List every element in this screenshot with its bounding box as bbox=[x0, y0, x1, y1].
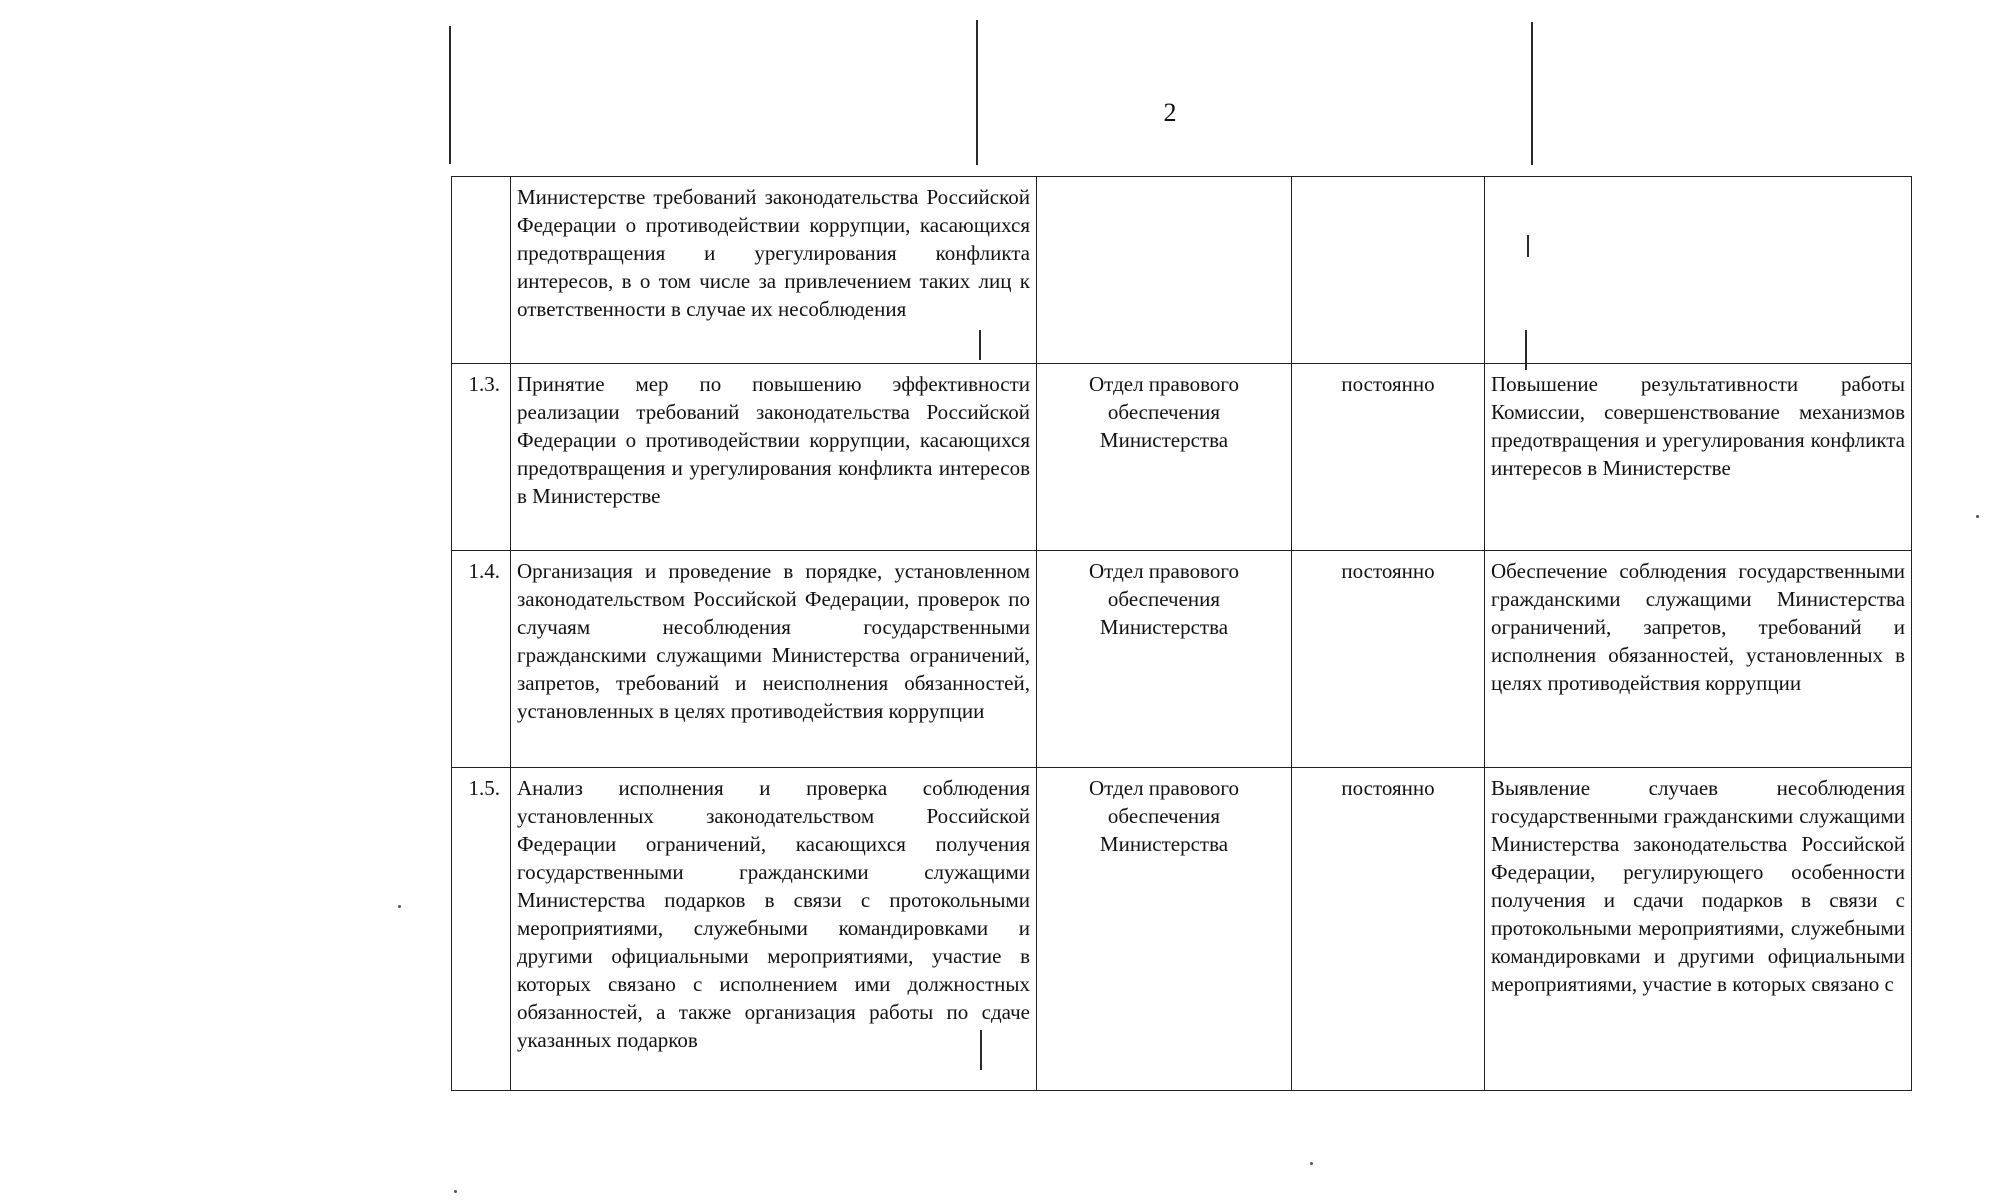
table-row bbox=[452, 364, 1912, 551]
page-number: 2 bbox=[1163, 98, 1177, 127]
scan-artifact-line-right bbox=[1531, 22, 1533, 165]
responsible-cell: Отдел правового обеспечения Министерства bbox=[1037, 364, 1292, 551]
table-row bbox=[452, 177, 1912, 364]
table-row bbox=[452, 551, 1912, 768]
row-number-cell: 1.5. bbox=[452, 768, 511, 1091]
result-cell: Выявление случаев несоблюдения государственными гражданскими служащими Министерства законодательства Российской Федерации, регулирующего особенности получения и сдачи подарков в связи с протокольными мероприятиями, служебными командировками и другими официальными мероприятиями, участие в которых связано с bbox=[1485, 768, 1912, 1091]
row-number-cell bbox=[452, 177, 511, 364]
activity-cell: Министерстве требований законодательства Российской Федерации о противодействии коррупции, касающихся предотвращения и урегулирования конфликта интересов, в о том числе за привлечением таких лиц к ответственности в случае их несоблюдения bbox=[511, 177, 1037, 364]
scan-artifact-line-left bbox=[449, 26, 451, 164]
scan-artifact-dot bbox=[454, 1190, 457, 1193]
term-cell: постоянно bbox=[1292, 364, 1485, 551]
term-cell: постоянно bbox=[1292, 551, 1485, 768]
result-cell: Повышение результативности работы Комиссии, совершенствование механизмов предотвращения и урегулирования конфликта интересов в Министерстве bbox=[1485, 364, 1912, 551]
term-cell bbox=[1292, 177, 1485, 364]
table-row bbox=[452, 768, 1912, 1091]
plan-table bbox=[451, 176, 1912, 1091]
plan-table-container bbox=[451, 176, 1911, 1091]
responsible-cell: Отдел правового обеспечения Министерства bbox=[1037, 768, 1292, 1091]
row-number-cell: 1.4. bbox=[452, 551, 511, 768]
responsible-cell: Отдел правового обеспечения Министерства bbox=[1037, 551, 1292, 768]
scan-artifact-dot bbox=[398, 905, 401, 908]
row-number-cell: 1.3. bbox=[452, 364, 511, 551]
activity-cell: Принятие мер по повышению эффективности реализации требований законодательства Российской Федерации о противодействии коррупции, касающихся предотвращения и урегулирования конфликта интересов в Министерстве bbox=[511, 364, 1037, 551]
scan-artifact-line-middle bbox=[976, 20, 978, 165]
activity-cell: Анализ исполнения и проверка соблюдения установленных законодательством Российской Федерации ограничений, касающихся получения государственными гражданскими служащими Министерства подарков в связи с протокольными мероприятиями, служебными командировками и другими официальными мероприятиями, участие в которых связано с исполнением ими должностных обязанностей, а также организация работы по сдаче указанных подарков bbox=[511, 768, 1037, 1091]
result-cell bbox=[1485, 177, 1912, 364]
result-cell: Обеспечение соблюдения государственными гражданскими служащими Министерства ограничений, запретов, требований и исполнения обязанностей, установленных в целях противодействия коррупции bbox=[1485, 551, 1912, 768]
scan-artifact-dot bbox=[1310, 1162, 1313, 1165]
responsible-cell bbox=[1037, 177, 1292, 364]
activity-cell: Организация и проведение в порядке, установленном законодательством Российской Федерации, проверок по случаям несоблюдения государственными гражданскими служащими Министерства ограничений, запретов, требований и неисполнения обязанностей, установленных в целях противодействия коррупции bbox=[511, 551, 1037, 768]
scan-artifact-dot bbox=[1976, 515, 1979, 518]
term-cell: постоянно bbox=[1292, 768, 1485, 1091]
